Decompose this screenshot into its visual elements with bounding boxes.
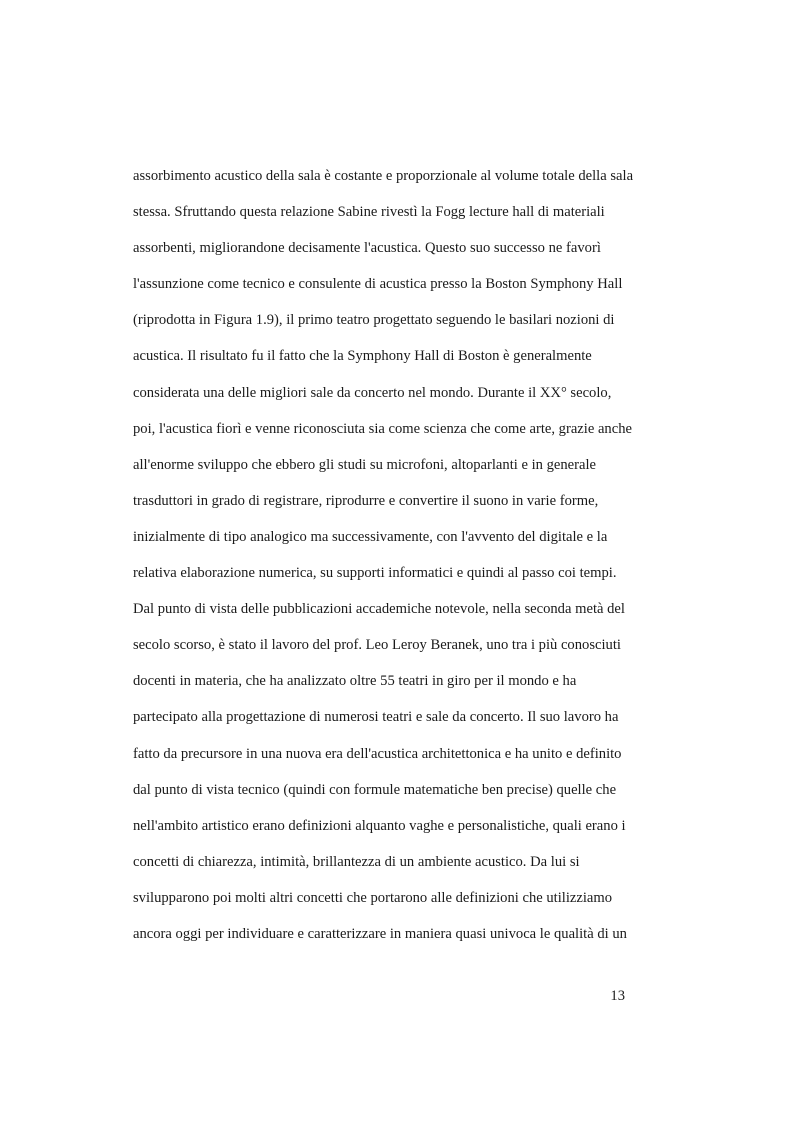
page-number: 13	[610, 988, 625, 1004]
text-line: stessa. Sfruttando questa relazione Sabine rivestì la Fogg lecture hall di materiali	[133, 204, 605, 221]
text-line: nell'ambito artistico erano definizioni alquanto vaghe e personalistiche, quali erano i	[133, 817, 626, 834]
text-line: all'enorme sviluppo che ebbero gli studi su microfoni, altoparlanti e in generale	[133, 456, 597, 473]
text-line: l'assunzione come tecnico e consulente di acustica presso la Boston Symphony Hall	[133, 276, 623, 293]
body-text	[133, 163, 663, 957]
text-line: dal punto di vista tecnico (quindi con formule matematiche ben precise) quelle che	[133, 781, 617, 798]
text-line: fatto da precursore in una nuova era dell'acustica architettonica e ha unito e definito	[133, 745, 622, 762]
text-line: secolo scorso, è stato il lavoro del prof. Leo Leroy Beranek, uno tra i più conosciuti	[133, 637, 621, 654]
text-line: inizialmente di tipo analogico ma successivamente, con l'avvento del digitale e la	[133, 528, 608, 545]
text-line: trasduttori in grado di registrare, riprodurre e convertire il suono in varie forme,	[133, 492, 599, 509]
text-line: (riprodotta in Figura 1.9), il primo teatro progettato seguendo le basilari nozioni di	[133, 312, 615, 329]
text-line: svilupparono poi molti altri concetti che portarono alle definizioni che utilizziamo	[133, 889, 613, 906]
text-line: concetti di chiarezza, intimità, brillantezza di un ambiente acustico. Da lui si	[133, 853, 580, 870]
text-line: partecipato alla progettazione di numerosi teatri e sale da concerto. Il suo lavoro ha	[133, 709, 619, 726]
text-line: poi, l'acustica fiorì e venne riconosciuta sia come scienza che come arte, grazie anche	[133, 420, 632, 437]
text-line: Dal punto di vista delle pubblicazioni accademiche notevole, nella seconda metà del	[133, 601, 625, 618]
text-line: acustica. Il risultato fu il fatto che la Symphony Hall di Boston è generalmente	[133, 348, 592, 365]
text-line: relativa elaborazione numerica, su supporti informatici e quindi al passo coi tempi.	[133, 565, 617, 582]
text-line: considerata una delle migliori sale da concerto nel mondo. Durante il XX° secolo,	[133, 384, 612, 401]
text-line: docenti in materia, che ha analizzato oltre 55 teatri in giro per il mondo e ha	[133, 673, 577, 690]
text-line: ancora oggi per individuare e caratterizzare in maniera quasi univoca le qualità di un	[133, 925, 627, 942]
text-line: assorbimento acustico della sala è costante e proporzionale al volume totale della sala	[133, 168, 634, 184]
text-line: assorbenti, migliorandone decisamente l'acustica. Questo suo successo ne favorì	[133, 240, 601, 257]
